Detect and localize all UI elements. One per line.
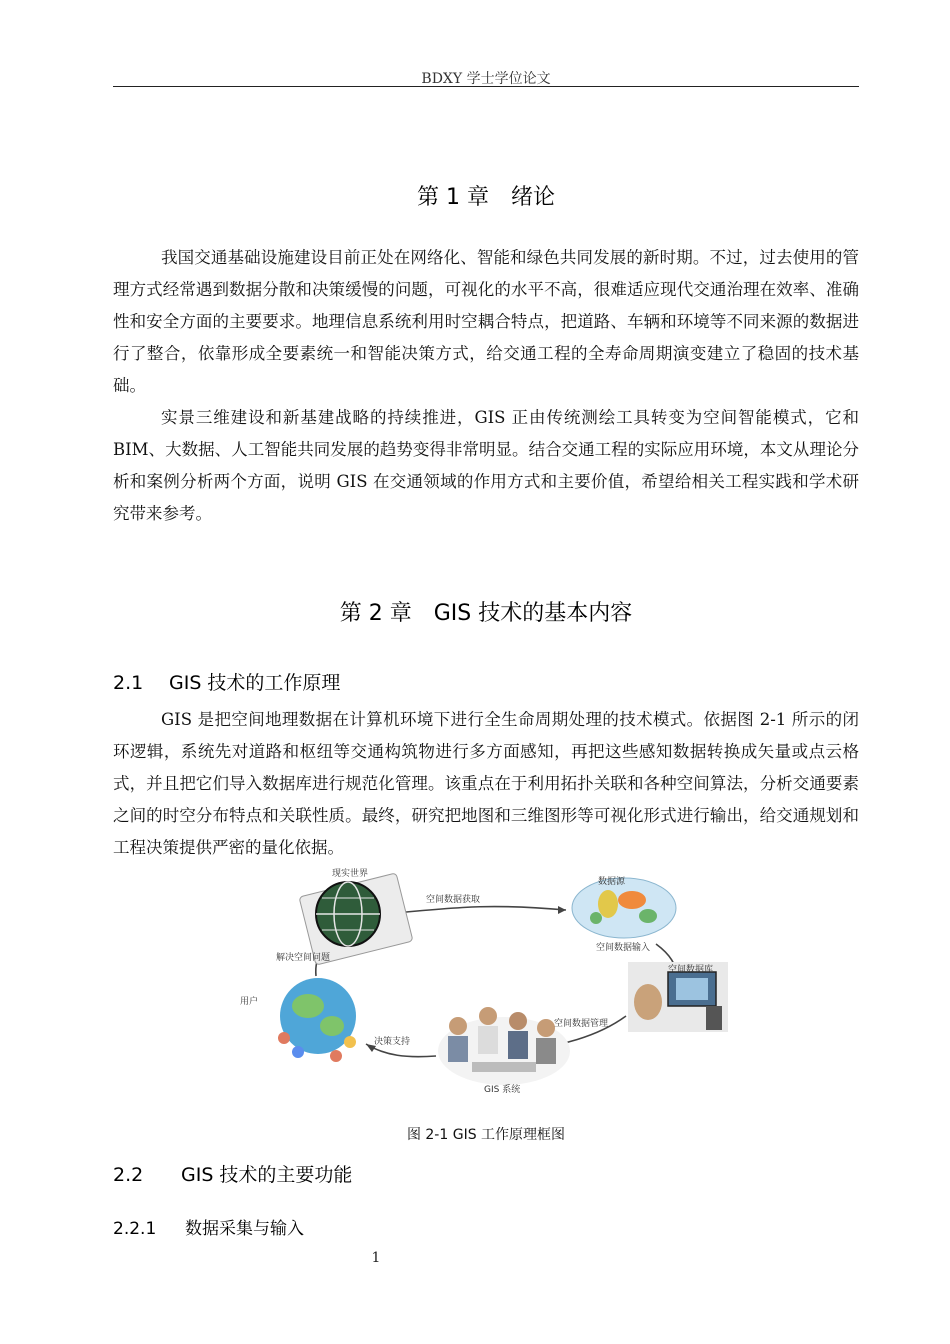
chapter-1-paragraph-2: 实景三维建设和新基建战略的持续推进，GIS 正由传统测绘工具转变为空间智能模式，它和 BIM、大数据、人工智能共同发展的趋势变得非常明显。结合交通工程的实际应用环境，本文从理论分析和案例分析两个方面，说明 GIS 在交通领域的作用方式和主要价值，希望给相关工程实践和学术研究带来参考。 — [113, 408, 859, 523]
header-rule — [113, 86, 859, 87]
label-real-world: 现实世界 — [332, 869, 369, 879]
chapter-2-title: GIS 技术的基本内容 — [433, 601, 633, 626]
label-data-source: 数据源 — [598, 877, 626, 887]
arrow-acquire — [386, 907, 566, 914]
chapter-1-paragraph-1: 我国交通基础设施建设目前正处在网络化、智能和绿色共同发展的新时期。不过，过去使用的管理方式经常遇到数据分散和决策缓慢的问题，可视化的水平不高，很难适应现代交通治理在效率、准确性和安全方面的主要要求。地理信息系统利用时空耦合特点，把道路、车辆和环境等不同来源的数据进行了整合，依靠形成全要素统一和智能决策方式，给交通工程的全寿命周期演变建立了稳固的技术基础。 — [113, 248, 859, 395]
real-world-globe-icon — [299, 873, 413, 965]
chapter-1-title: 绪论 — [510, 185, 555, 210]
section-2-1-title: GIS 技术的工作原理 — [169, 672, 341, 694]
gis-workflow-diagram — [236, 866, 734, 1106]
label-data-acquisition: 空间数据获取 — [426, 895, 481, 905]
figure-caption: 图 2-1 GIS 工作原理框图 — [406, 1127, 566, 1143]
label-solve-problem: 解决空间问题 — [276, 953, 331, 963]
section-2-1-paragraph: GIS 是把空间地理数据在计算机环境下进行全生命周期处理的技术模式。依据图 2-1 所示的闭环逻辑，系统先对道路和枢纽等交通构筑物进行多方面感知，再把这些感知数据转换成矢量或点云格式，并且把它们导入数据库进行规范化管理。该重点在于利用拓扑关联和各种空间算法，分析交通要素之间的时空分布特点和关联性质。最终，研究把地图和三维图形等可视化形式进行输出，给交通规划和工程决策提供严密的量化依据。 — [113, 710, 859, 857]
section-2-2-1-title: 数据采集与输入 — [185, 1219, 304, 1239]
section-2-1-heading — [113, 668, 340, 695]
label-spatial-database: 空间数据库 — [668, 965, 714, 975]
page-number: 1 — [371, 1250, 381, 1266]
gis-workflow-figure — [236, 866, 734, 1106]
chapter-1-number: 第 1 章 — [417, 185, 489, 210]
page-header: BDXY 学士学位论文 — [421, 71, 551, 87]
section-2-2-1-heading — [113, 1214, 304, 1239]
section-2-2-title: GIS 技术的主要功能 — [181, 1164, 353, 1186]
label-gis-system: GIS 系统 — [484, 1085, 521, 1095]
label-decision-support: 决策支持 — [374, 1037, 411, 1047]
chapter-2-number: 第 2 章 — [339, 601, 412, 626]
section-2-2-1-number: 2.2.1 — [113, 1219, 157, 1239]
arrow-head-acquire — [558, 906, 566, 914]
user-globe-icon — [278, 978, 356, 1062]
label-data-input: 空间数据输入 — [596, 943, 651, 953]
label-data-management: 空间数据管理 — [554, 1019, 609, 1029]
chapter-2-heading — [113, 596, 859, 627]
chapter-1-heading — [113, 180, 859, 211]
section-2-1-number: 2.1 — [113, 672, 144, 694]
section-2-2-heading — [113, 1160, 352, 1187]
gis-system-people-icon — [438, 1007, 570, 1085]
data-source-map-icon — [572, 878, 676, 938]
section-2-2-number: 2.2 — [113, 1164, 144, 1186]
label-user: 用户 — [240, 997, 259, 1007]
